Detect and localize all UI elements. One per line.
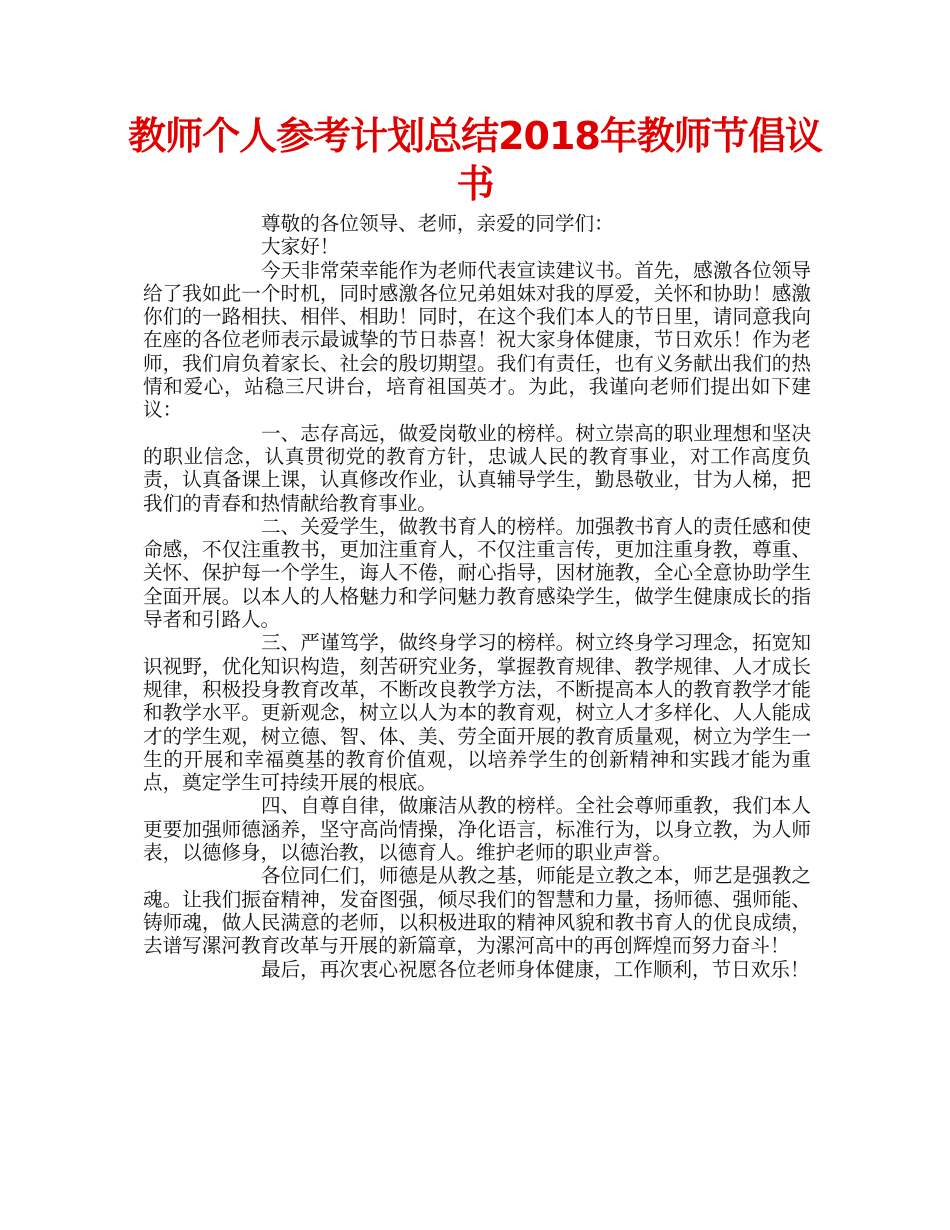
paragraph-closing: 最后，再次衷心祝愿各位老师身体健康，工作顺利，节日欢乐！ (261, 957, 810, 981)
document-title: 教师个人参考计划总结2018年教师节倡议书 (128, 114, 822, 206)
paragraph-proposal-3: 三、严谨笃学，做终身学习的榜样。树立终身学习理念，拓宽知识视野，优化知识构造，刻苦研究业务，掌握教育规律、教学规律、人才成长规律，积极投身教育改革，不断改良教学方法，不断提高本人的教育教学才能和教学水平。更新观念，树立以人为本的教育观，树立人才多样化、人人能成才的学生观，树立德、智、体、美、劳全面开展的教育质量观，树立为学生一生的开展和幸福奠基的教育价值观，以培养学生的创新精神和实践才能为重点，奠定学生可持续开展的根底。 (143, 631, 811, 795)
paragraph-intro: 今天非常荣幸能作为老师代表宣读建议书。首先，感激各位领导给了我如此一个时机，同时感激各位兄弟姐妹对我的厚爱，关怀和协助！感激你们的一路相扶、相伴、相助！同时，在这个我们本人的节日里，请同意我向在座的各位老师表示最诚挚的节日恭喜！祝大家身体健康，节日欢乐！作为老师，我们肩负着家长、社会的殷切期望。我们有责任，也有义务献出我们的热情和爱心，站稳三尺讲台，培育祖国英才。为此，我谨向老师们提出如下建议： (143, 258, 811, 422)
paragraph-proposal-2: 二、关爱学生，做教书育人的榜样。加强教书育人的责任感和使命感，不仅注重教书，更加注重育人，不仅注重言传，更加注重身教，尊重、关怀、保护每一个学生，诲人不倦，耐心指导，因材施教，全心全意协助学生全面开展。以本人的人格魅力和学问魅力教育感染学生，做学生健康成长的指导者和引路人。 (143, 514, 811, 632)
salutation: 尊敬的各位领导、老师，亲爱的同学们： (261, 212, 614, 235)
document-body (143, 212, 811, 981)
paragraph-proposal-4: 四、自尊自律，做廉洁从教的榜样。全社会尊师重教，我们本人更要加强师德涵养，坚守高尚情操，净化语言，标准行为，以身立教，为人师表，以德修身，以德治教，以德育人。维护老师的职业声誉。 (143, 794, 811, 865)
greeting: 大家好！ (261, 235, 340, 259)
paragraph-proposal-1: 一、志存高远，做爱岗敬业的榜样。树立崇高的职业理想和坚决的职业信念，认真贯彻党的教育方针，忠诚人民的教育事业，对工作高度负责，认真备课上课，认真修改作业，认真辅导学生，勤恳敬业，甘为人梯，把我们的青春和热情献给教育事业。 (143, 421, 811, 515)
paragraph-appeal: 各位同仁们，师德是从教之基，师能是立教之本，师艺是强教之魂。让我们振奋精神，发奋图强，倾尽我们的智慧和力量，扬师德、强师能、铸师魂，做人民满意的老师，以积极进取的精神风貌和教书育人的优良成绩，去谱写漯河教育改革与开展的新篇章，为漯河高中的再创辉煌而努力奋斗！ (143, 864, 811, 958)
